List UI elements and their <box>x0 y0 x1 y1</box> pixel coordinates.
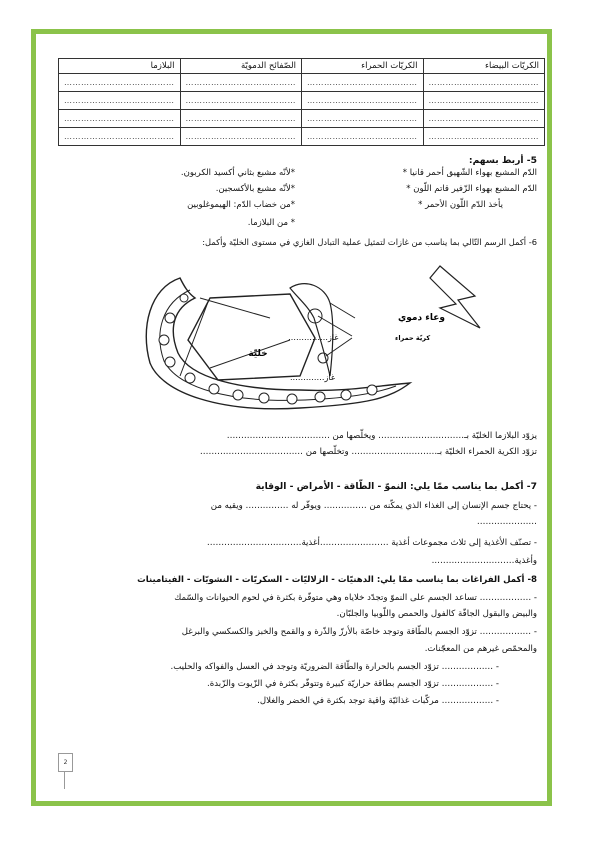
q8-line: والبيض والبقول الجافّة كالفول والحمص واللّوبيا والجلبّان. <box>336 609 537 619</box>
table-cell: ………………………………… <box>59 92 181 110</box>
q8-line: - ……………… مركّبات غذائيّة واقية توجد بكثرة في الخضر والغلال. <box>257 696 499 706</box>
q7-line-4: وأغذية……………………….. <box>431 556 537 566</box>
table-cell: ………………………………… <box>180 110 302 128</box>
table-cell: ………………………………… <box>423 74 545 92</box>
table-cell: ………………………………… <box>302 110 424 128</box>
q8-line: - ……………… تساعد الجسم على النموّ وتجدّد خلاياه وهي متوفّرة بكثرة في لحوم الحيوانات والسّمك <box>174 593 537 603</box>
q5-title: 5- أربط بسهم: <box>468 155 537 166</box>
table-cell: ………………………………… <box>59 74 181 92</box>
table-cell: ………………………………… <box>59 110 181 128</box>
table-row <box>59 74 545 92</box>
label-gas-1: غاز…………… <box>288 333 339 342</box>
table-row <box>59 128 545 146</box>
q5-right-item: *لأنّه مشبع بالأكسجين. <box>215 184 295 194</box>
table-cell: ………………………………… <box>59 128 181 146</box>
table-row <box>59 92 545 110</box>
q8-line: والمحمّص غيرهم من المعجّنات. <box>424 644 537 654</box>
table-header-row <box>59 59 545 74</box>
label-rbc: كريّة حمراء <box>395 334 431 342</box>
table-header: الكريّات الحمراء <box>302 59 424 74</box>
label-gas-2: غاز…………. <box>290 373 336 382</box>
q5-left-item: يأخذ الدّم اللّون الأحمر * <box>418 200 503 210</box>
page-number: 2 <box>58 753 73 772</box>
label-cell: خليّة <box>248 349 268 359</box>
table-cell: ………………………………… <box>180 74 302 92</box>
table-cell: ………………………………… <box>423 110 545 128</box>
q6-line-2: تزوّد الكرية الحمراء الخليّة بـ………………………… وتخلّصها من ……………………………… <box>199 447 537 457</box>
table-cell: ………………………………… <box>180 128 302 146</box>
table-header: البلازما <box>59 59 181 74</box>
q5-left-item: الدّم المشبع بهواء الشّهيق أحمر قانيا * <box>402 168 537 178</box>
page-number-tail <box>64 771 65 789</box>
q8-line: - ……………… تزوّد الجسم بالطّاقة وتوجد خاصّة بالأرزّ والذّرة و والقمح والخبز والكسكسي والبرغل <box>181 627 537 637</box>
table-header: الكريّات البيضاء <box>423 59 545 74</box>
table-cell: ………………………………… <box>302 92 424 110</box>
q7-line-3: - تصنّف الأغذية إلى ثلاث مجموعات أغذية ……………………أغذية…………………………… <box>206 538 537 548</box>
table-row <box>59 110 545 128</box>
gas-exchange-diagram <box>140 258 490 418</box>
q5-right-item: *من خضاب الدّم: الهيموغلوبين <box>187 200 295 210</box>
blood-vessel-inner <box>160 290 396 400</box>
table-cell: ………………………………… <box>423 128 545 146</box>
q6-line-1: يزوّد البلازما الخليّة بـ………………………… ويخلّصها من ……………………………… <box>226 431 537 441</box>
q7-title: 7- أكمل بما يناسب ممّا يلي: النموّ - الطّاقة - الأمراض - الوقاية <box>255 481 537 492</box>
q7-line-1: - يحتاج جسم الإنسان إلى الغذاء الذي يمكّنه من …………… ويوفّر له …………… ويقيه من <box>210 501 537 511</box>
table-cell: ………………………………… <box>180 92 302 110</box>
table-cell: ………………………………… <box>302 128 424 146</box>
q7-line-2: ………………… <box>476 517 537 527</box>
q8-line: - ……………… تزوّد الجسم بطاقة حراريّة كبيرة وتتوفّر بكثرة في الزّيوت والزّبدة. <box>206 679 499 689</box>
blood-components-table <box>58 58 545 146</box>
table-cell: ………………………………… <box>423 92 545 110</box>
q6-title: 6- أكمل الرسم التّالي بما يناسب من غازات لتمثيل عملية التبادل الغازي في مستوى الخليّة وأكمل: <box>202 237 537 247</box>
q8-title: 8- أكمل الفراغات بما يناسب ممّا يلي: الدهنيّات - الزلاليّات - السكريّات - النشويّات - الفيتامينات <box>137 575 537 585</box>
table-header: الصّفائح الدمويّة <box>180 59 302 74</box>
q5-right-item: *لأنّه مشبع بثاني أكسيد الكربون. <box>180 168 295 178</box>
q5-right-item: * من البلازما. <box>247 218 295 228</box>
q8-line: - ……………… تزوّد الجسم بالحرارة والطّاقة الضروريّة وتوجد في العسل والفواكه والحليب. <box>170 662 499 672</box>
vessel-right-end <box>290 284 333 376</box>
q5-left-item: الدّم المشبع بهواء الزّفير قاتم اللّون * <box>406 184 537 194</box>
label-vessel: وعاء دموي <box>398 313 445 323</box>
table-cell: ………………………………… <box>302 74 424 92</box>
